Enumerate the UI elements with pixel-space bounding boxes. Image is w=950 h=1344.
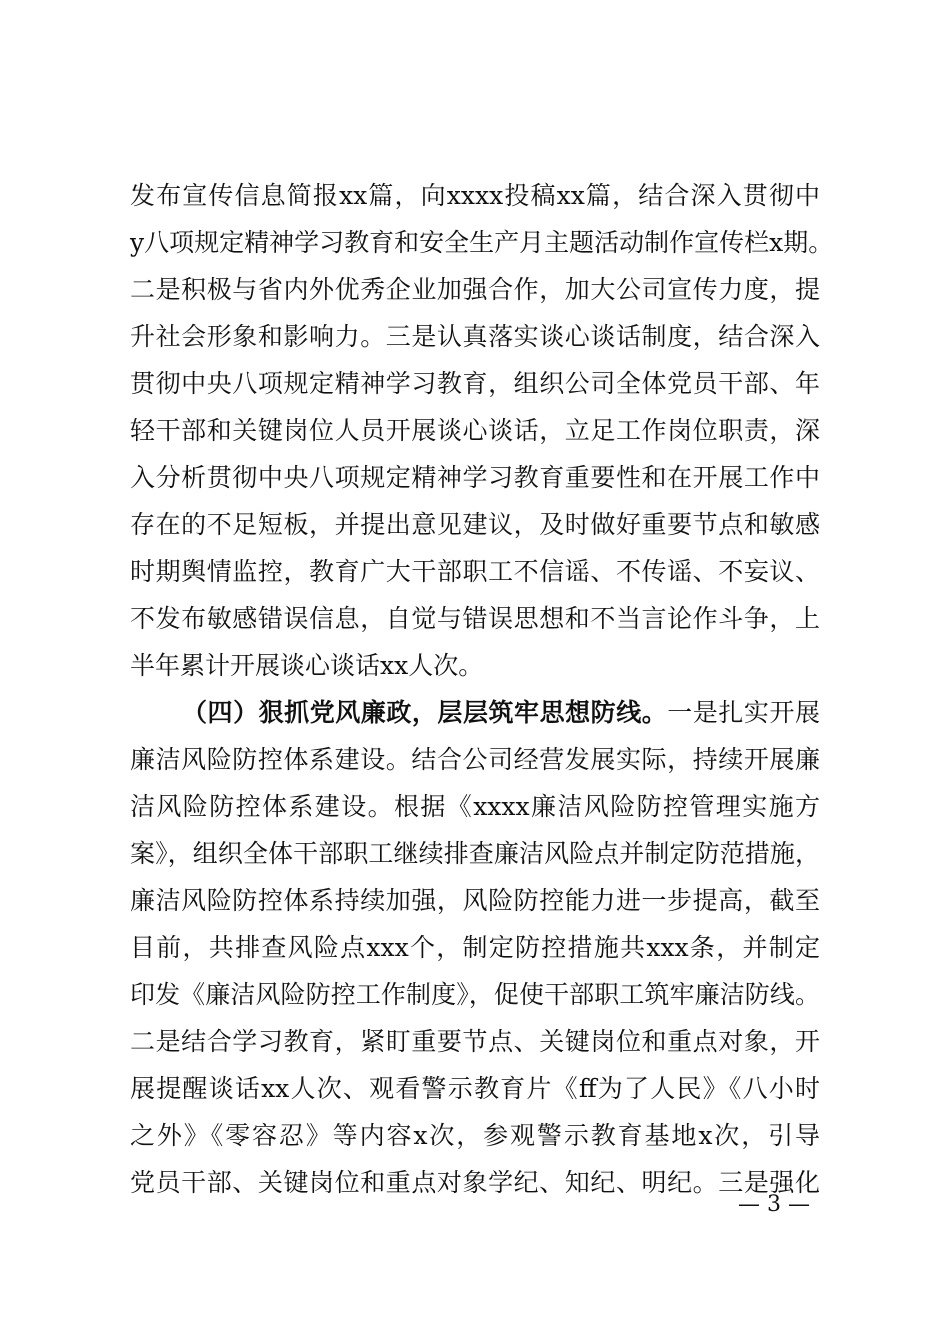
paragraph-line: 半年累计开展谈心谈话xx人次。 <box>130 651 484 680</box>
paragraph-line: 案》，组织全体干部职工继续排查廉洁风险点并制定防范措施， <box>130 839 820 868</box>
paragraph-line: 发布宣传信息简报xx篇，向xxxx投稿xx篇，结合深入贯彻中 <box>130 181 820 210</box>
paragraph-line: 二是积极与省内外优秀企业加强合作，加大公司宣传力度，提 <box>130 275 820 304</box>
paragraph-line: 廉洁风险防控体系建设。结合公司经营发展实际，持续开展廉 <box>130 745 820 774</box>
paragraph-line: 洁风险防控体系建设。根据《xxxx廉洁风险防控管理实施方 <box>130 792 820 821</box>
section-heading-line <box>182 693 820 733</box>
paragraph-line: 入分析贯彻中央八项规定精神学习教育重要性和在开展工作中 <box>130 463 820 492</box>
paragraph-line: y八项规定精神学习教育和安全生产月主题活动制作宣传栏x期。 <box>130 228 834 257</box>
paragraph-line: 印发《廉洁风险防控工作制度》，促使干部职工筑牢廉洁防线。 <box>130 980 820 1009</box>
paragraph-line: 之外》《零容忍》等内容x次，参观警示教育基地x次，引导 <box>130 1121 820 1150</box>
paragraph-line: 升社会形象和影响力。三是认真落实谈心谈话制度，结合深入 <box>130 322 820 351</box>
section-heading-rest: 一是扎实开展 <box>667 698 820 727</box>
paragraph-line: 贯彻中央八项规定精神学习教育，组织公司全体党员干部、年 <box>130 369 820 398</box>
paragraph-line: 二是结合学习教育，紧盯重要节点、关键岗位和重点对象，开 <box>130 1027 820 1056</box>
paragraph-line: 轻干部和关键岗位人员开展谈心谈话，立足工作岗位职责，深 <box>130 416 820 445</box>
paragraph-line: 目前，共排查风险点xxx个，制定防控措施共xxx条，并制定 <box>130 933 820 962</box>
paragraph-line: 存在的不足短板，并提出意见建议，及时做好重要节点和敏感 <box>130 510 820 539</box>
paragraph-line: 不发布敏感错误信息，自觉与错误思想和不当言论作斗争，上 <box>130 604 820 633</box>
paragraph-line: 展提醒谈话xx人次、观看警示教育片《ff为了人民》《八小时 <box>130 1074 820 1103</box>
section-heading: （四）狠抓党风廉政，层层筑牢思想防线。 <box>182 698 668 727</box>
paragraph-line: 时期舆情监控，教育广大干部职工不信谣、不传谣、不妄议、 <box>130 557 820 586</box>
page-number: — 3 — <box>738 1192 810 1217</box>
paragraph-line: 廉洁风险防控体系持续加强，风险防控能力进一步提高，截至 <box>130 886 820 915</box>
paragraph-line: 党员干部、关键岗位和重点对象学纪、知纪、明纪。三是强化 <box>130 1168 820 1197</box>
